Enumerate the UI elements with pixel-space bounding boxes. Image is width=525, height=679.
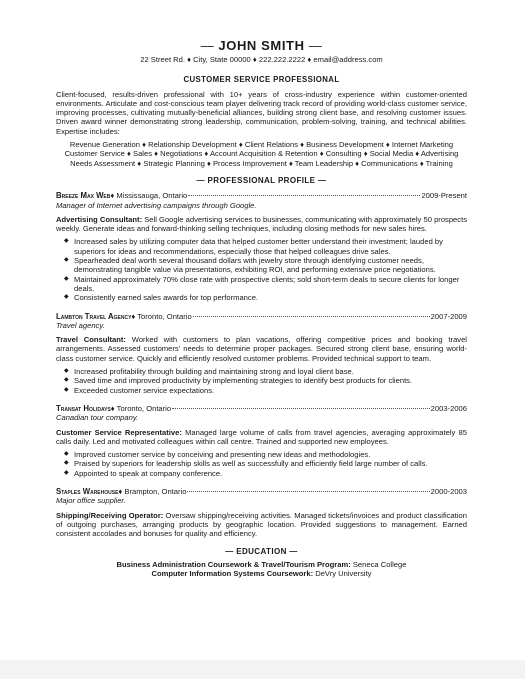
job-entry [56,312,467,395]
job-location: ♦ Toronto, Ontario [131,311,192,321]
achievement-item: ◆ Spearheaded deal worth several thousand dollars with jewelry store through identifying customer needs, demonstrating tangible value via presentations, exhibiting ROI, and performing extensive price negotiations. [64,256,467,275]
role-paragraph [56,511,467,539]
role-duties: Sell Google advertising services to businesses, communicating with approximately 50 prospects weekly. Generate ideas and forward-thinking selling techniques, including closing methods for new sales hires. [56,214,467,234]
job-header [56,191,467,200]
candidate-name: — JOHN SMITH — [200,38,323,53]
role-title: Advertising Consultant: [56,214,143,224]
achievement-list [56,237,467,302]
achievement-item: ◆ Increased profitability through building and maintaining strong and loyal client base. [64,367,467,376]
achievement-item: ◆ Appointed to speak at company conference. [64,469,467,478]
role-duties: Worked with customers to plan vacations, offering competitive prices and booking travel arrangements. Assessed customers' needs to determine proper packages. Secured strong client base, ensuring world-class customer service. Quickly and efficiently resolved customer problems. Provided technical support to team. [56,335,467,363]
education-entry [56,560,467,569]
employer-name: Breeze Max Web [56,191,111,201]
achievement-list [56,367,467,395]
role-title: Customer Service Representative: [56,427,182,437]
role-title: Shipping/Receiving Operator: [56,510,164,520]
achievement-item: ◆ Saved time and improved productivity by implementing strategies to identify best products for clients. [64,376,467,385]
education-program: Computer Information Systems Coursework: [151,569,314,579]
achievement-item: ◆ Increased sales by utilizing computer data that helped customer better understand their investment; lauded by superiors for ideas and recommendations, especially those that helped colleagues drive sales. [64,237,467,256]
company-description: Major office supplier. [56,496,126,506]
skills-line: Customer Service ♦ Sales ♦ Negotiations ♦ Account Acquisition & Retention ♦ Consulting ♦ Social Media ♦ Advertising [64,149,459,159]
skills-line: Revenue Generation ♦ Relationship Development ♦ Client Relations ♦ Business Development ♦ Internet Marketing [69,140,454,150]
role-paragraph [56,335,467,363]
job-location: ♦ Brampton, Ontario [118,486,187,496]
page-footer-band [0,660,525,679]
skills-line: Needs Assessment ♦ Strategic Planning ♦ Process Improvement ♦ Team Leadership ♦ Communications ♦ Training [70,158,453,168]
education-school: Seneca College [350,559,407,569]
company-description: Manager of Internet advertising campaigns through Google. [56,200,257,210]
professional-title: CUSTOMER SERVICE PROFESSIONAL [183,75,340,85]
job-location: ♦ Mississauga, Ontario [110,191,188,201]
job-header [56,404,467,413]
education-entry [56,569,467,578]
job-entry [56,404,467,478]
achievement-item: ◆ Praised by superiors for leadership skills as well as successfully and efficiently field large number of calls. [64,459,467,468]
dot-leader [172,408,430,409]
job-entry [56,487,467,538]
job-dates: 2007-2009 [430,311,467,321]
employer-name: Staples Warehouse [56,486,119,496]
education-program: Business Administration Coursework & Travel/Tourism Program: [116,559,351,569]
job-dates: 2003-2006 [430,403,467,413]
role-paragraph [56,215,467,234]
dot-leader [188,195,420,196]
education-block [56,560,467,579]
company-description: Travel agency. [56,320,105,330]
employer-name: Transat Holidays [56,403,111,413]
dot-leader [187,491,429,492]
achievement-list [56,450,467,478]
job-location: ♦ Toronto, Ontario [110,403,172,413]
section-heading-profile: — PROFESSIONAL PROFILE — [196,175,327,185]
education-school: DeVry University [313,569,372,579]
summary-paragraph: Client-focused, results-driven professional with 10+ years of cross-industry experience within customer-oriented environments. Articulate and cost-conscious team player delivering track record of providing world-class customer service, improving processes, cultivating mutually-beneficial alliances, building strong client base, and resolving customer issues. Driven award winner demonstrating strong leadership, communication, problem-solving, training, and technical abilities. Expertise includes: [56,89,467,136]
skills-block [56,140,467,168]
job-dates: 2009-Present [421,191,467,201]
role-duties: Oversaw shipping/receiving activities. Managed tickets/invoices and product classification of outgoing purchases, arranging products by geographic location. Provided suggestions to management. Earned consistent accolades and bonuses for quality and efficiency. [56,510,467,539]
achievement-item: ◆ Improved customer service by conceiving and presenting new ideas and methodologies. [64,450,467,459]
candidate-name-text: JOHN SMITH [218,38,305,53]
role-duties: Managed large volume of calls from travel agencies, averaging approximately 85 calls daily. Led and motivated colleagues within call centre. Trained and supported new employees. [56,427,467,446]
company-description: Canadian tour company. [56,413,139,423]
achievement-item: ◆ Maintained approximately 70% close rate with prospective clients; sold short-term deals to secure clients for longer deals. [64,275,467,294]
achievement-item: ◆ Consistently earned sales awards for top performance. [64,293,467,302]
job-header [56,487,467,496]
dot-leader [193,316,430,317]
section-heading-education: — EDUCATION — [225,547,298,557]
role-title: Travel Consultant: [56,335,126,345]
achievement-item: ◆ Exceeded customer service expectations. [64,386,467,395]
job-header [56,312,467,321]
contact-line: 22 Street Rd. ♦ City, State 00000 ♦ 222.222.2222 ♦ email@address.com [140,55,383,64]
job-entry [56,191,467,302]
employer-name: Lambton Travel Agency [56,311,132,321]
role-paragraph [56,428,467,447]
job-dates: 2000-2003 [430,486,467,496]
